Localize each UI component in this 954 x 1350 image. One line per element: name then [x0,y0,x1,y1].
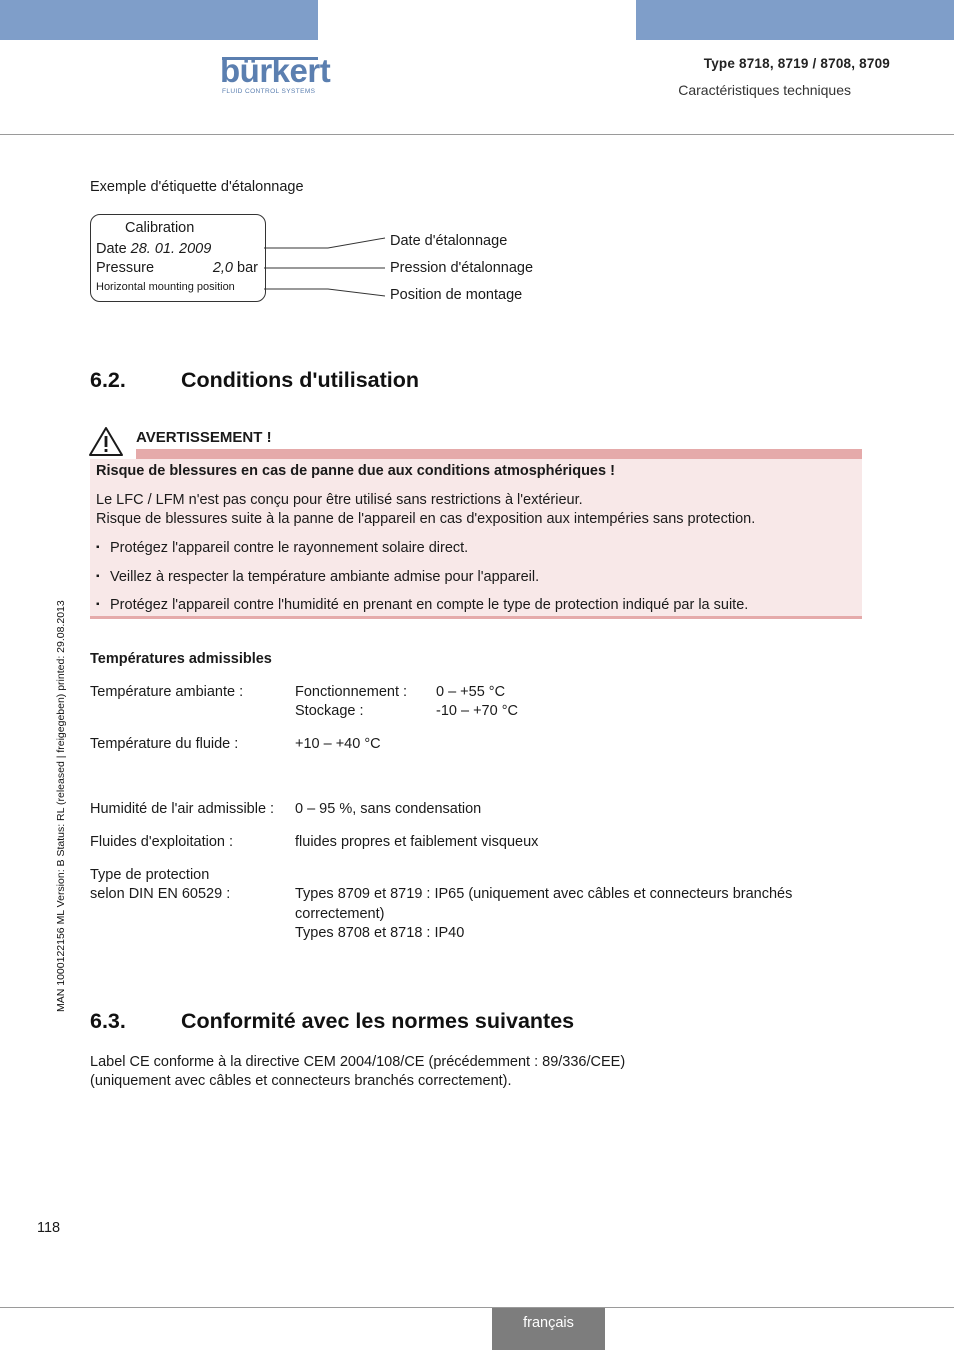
humidity-label: Humidité de l'air admissible : [90,801,275,817]
warning-risk-title: Risque de blessures en cas de panne due aux conditions atmosphériques ! [96,463,615,479]
ambient-temp-label: Température ambiante : [90,684,244,700]
section-number: 6.3. [90,1009,126,1033]
mounting-position: Horizontal mounting position [96,281,235,293]
warning-header-strip [136,449,862,459]
storage-label: Stockage : [295,703,364,719]
storage-value: -10 – +70 °C [436,703,518,719]
protection-value-3: Types 8708 et 8718 : IP40 [295,925,465,941]
section-number: 6.2. [90,368,126,392]
temperatures-heading: Températures admissibles [90,651,272,667]
bullet-marker: ▪ [96,571,100,582]
date-value: 28. 01. 2009 [130,241,212,257]
page-number: 118 [37,1220,61,1236]
warning-bullet [96,595,748,616]
logo-subtitle: FLUID CONTROL SYSTEMS [222,88,316,95]
conformity-line-2: (uniquement avec câbles et connecteurs branchés correctement). [90,1073,512,1089]
warning-bullet [96,538,468,559]
section-title: Conditions d'utilisation [181,368,420,392]
section-heading-6-2 [90,368,419,393]
warning-bottom-border [90,616,862,619]
warning-line-2: Risque de blessures suite à la panne de l'appareil en cas d'exposition aux intempéries sans protection. [96,511,756,527]
warning-bullet [96,567,539,588]
calibration-title: Calibration [125,220,195,236]
pressure-unit: bar [237,260,258,276]
pressure-value: 2,0 [212,260,233,276]
warning-triangle-icon [88,426,124,457]
fluid-temp-label: Température du fluide : [90,736,239,752]
bullet-marker: ▪ [96,599,100,610]
date-label: Date [96,241,127,257]
fluids-value: fluides propres et faiblement visqueux [295,834,539,850]
protection-value-1: Types 8709 et 8719 : IP65 (uniquement avec câbles et connecteurs branchés [295,886,793,902]
protection-label-2: selon DIN EN 60529 : [90,886,231,902]
pressure-label: Pressure [96,260,155,276]
document-metadata-sidebar: MAN 1000122156 ML Version: B Status: RL (released | freigegeben) printed: 29.08.2013 [55,600,67,1012]
section-title: Conformité avec les normes suivantes [181,1009,575,1033]
warning-heading: AVERTISSEMENT ! [136,429,272,446]
operation-label: Fonctionnement : [295,684,408,700]
calibration-caption: Exemple d'étiquette d'étalonnage [90,179,304,195]
logo-wordmark: bürkert [220,52,331,89]
document-type: Type 8718, 8719 / 8708, 8709 [703,56,890,71]
section-heading-6-3 [90,1009,574,1034]
bullet-text: Protégez l'appareil contre le rayonnement solaire direct. [110,540,469,556]
bullet-text: Veillez à respecter la température ambiante admise pour l'appareil. [110,569,540,585]
protection-value-2: correctement) [295,906,385,922]
humidity-value: 0 – 95 %, sans condensation [295,801,482,817]
callout-date: Date d'étalonnage [390,233,508,249]
chapter-name: Caractéristiques techniques [678,82,851,98]
callout-position: Position de montage [390,287,523,303]
conformity-line-1: Label CE conforme à la directive CEM 2004/108/CE (précédemment : 89/336/CEE) [90,1054,626,1070]
bullet-marker: ▪ [96,542,100,553]
warning-line-1: Le LFC / LFM n'est pas conçu pour être utilisé sans restrictions à l'extérieur. [96,492,583,508]
fluids-label: Fluides d'exploitation : [90,834,234,850]
bullet-text: Protégez l'appareil contre l'humidité en prenant en compte le type de protection indiqué par la suite. [110,597,749,613]
footer-divider [0,1307,954,1308]
fluid-temp-value: +10 – +40 °C [295,736,381,752]
callout-pressure: Pression d'étalonnage [390,260,534,276]
operation-value: 0 – +55 °C [436,684,506,700]
protection-label-1: Type de protection [90,867,210,883]
language-tab: français [492,1308,605,1350]
